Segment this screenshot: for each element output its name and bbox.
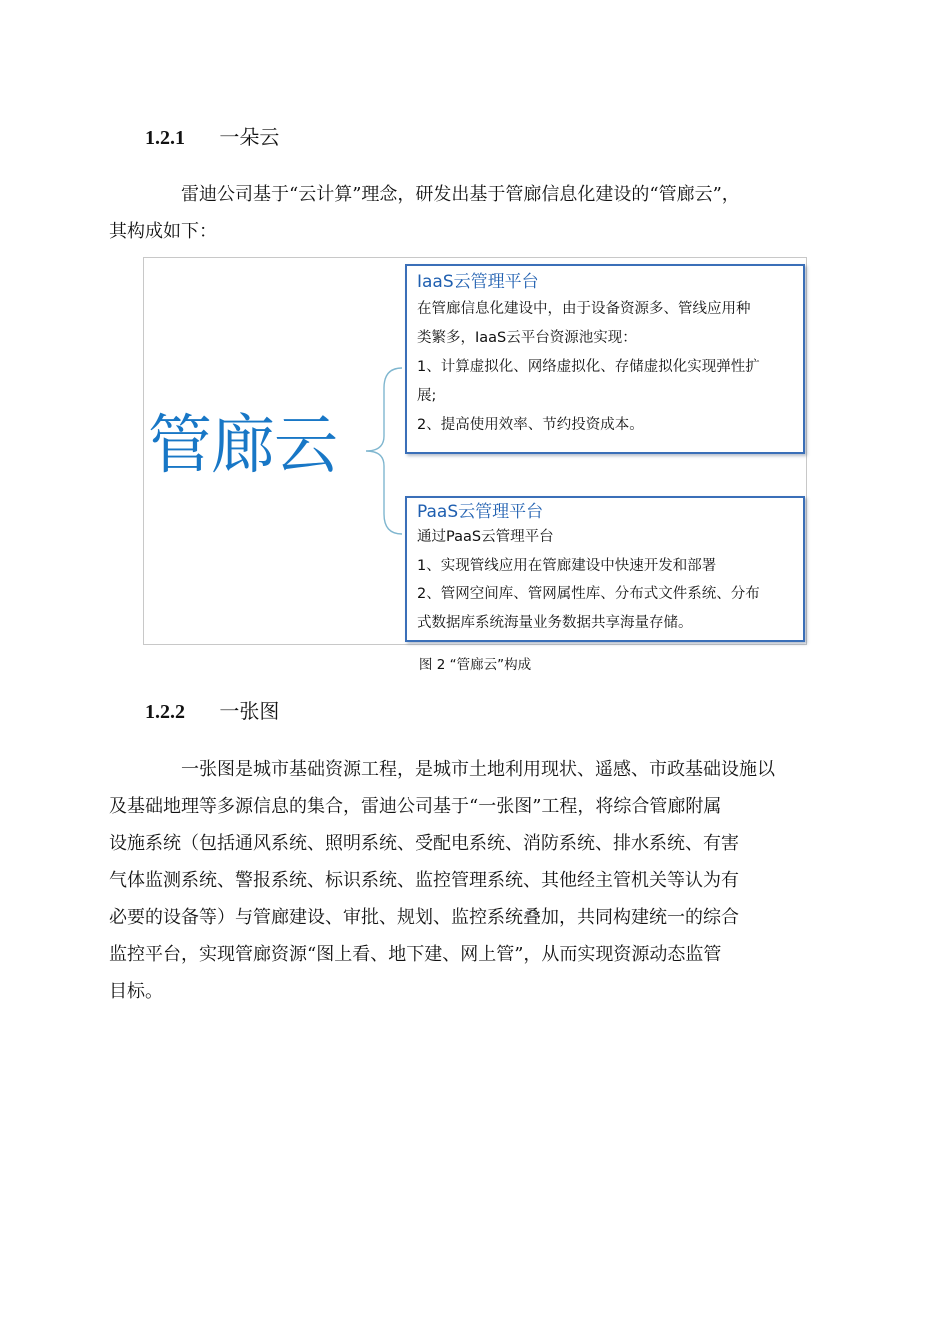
section-title: 一张图 (219, 699, 280, 723)
section-heading-1-2-1 (145, 123, 279, 152)
paragraph-line: 雷迪公司基于“云计算”理念，研发出基于管廊信息化建设的“管廊云”， (181, 184, 740, 205)
paragraph-line: 目标。 (109, 981, 163, 1002)
section-heading-1-2-2 (145, 697, 279, 726)
paas-line: 2、管网空间库、管网属性库、分布式文件系统、分布 (417, 586, 760, 602)
iaas-line: 在管廊信息化建设中，由于设备资源多、管线应用种 (417, 301, 751, 317)
iaas-line: 1、计算虚拟化、网络虚拟化、存储虚拟化实现弹性扩 (417, 359, 760, 375)
paas-line: 1、实现管线应用在管廊建设中快速开发和部署 (417, 557, 717, 574)
paragraph-line: 及基础地理等多源信息的集合，雷迪公司基于“一张图”工程，将综合管廊附属 (109, 796, 722, 817)
paragraph-line: 设施系统（包括通风系统、照明系统、受配电系统、消防系统、排水系统、有害 (109, 833, 739, 854)
curly-brace-icon (362, 366, 406, 536)
paas-platform-box (405, 496, 805, 642)
paragraph-line: 一张图是城市基础资源工程，是城市土地利用现状、遥感、市政基础设施以 (181, 759, 775, 780)
figure-big-title: 管廊云 (148, 409, 337, 483)
section-1-paragraph (109, 176, 809, 250)
figure-caption: 图 2 “管廊云”构成 (418, 657, 532, 673)
paragraph-line: 其构成如下： (109, 221, 217, 242)
paas-line: 通过PaaS云管理平台 (417, 529, 554, 545)
iaas-line: 展; (417, 388, 437, 404)
section-title: 一朵云 (219, 125, 280, 149)
paas-title: PaaS云管理平台 (417, 502, 544, 522)
paragraph-line: 监控平台，实现管廊资源“图上看、地下建、网上管”，从而实现资源动态监管 (109, 944, 722, 965)
paragraph-line: 气体监测系统、警报系统、标识系统、监控管理系统、其他经主管机关等认为有 (109, 870, 739, 891)
iaas-platform-box (405, 264, 805, 454)
guanlang-cloud-figure (143, 257, 807, 645)
section-2-paragraph (109, 751, 809, 1010)
paragraph-line: 必要的设备等）与管廊建设、审批、规划、监控系统叠加，共同构建统一的综合 (109, 907, 739, 928)
iaas-title: IaaS云管理平台 (417, 272, 539, 292)
section-number: 1.2.2 (145, 701, 185, 723)
paas-line: 式数据库系统海量业务数据共享海量存储。 (417, 614, 693, 631)
iaas-line: 类繁多，IaaS云平台资源池实现： (417, 330, 637, 346)
iaas-line: 2、提高使用效率、节约投资成本。 (417, 417, 644, 433)
section-number: 1.2.1 (145, 127, 185, 149)
